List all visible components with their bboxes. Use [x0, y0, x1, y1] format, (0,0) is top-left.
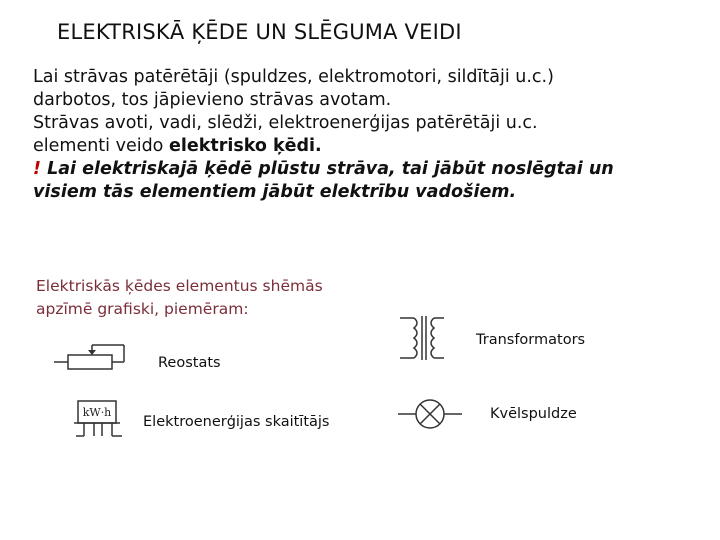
- energy-meter-icon: [74, 400, 134, 442]
- intro-line-2: apzīmē grafiski, piemēram:: [36, 300, 249, 318]
- para-line-1: Lai strāvas patērētāji (spuldzes, elektromotori, sildītāji u.c.): [33, 67, 554, 87]
- symbols-intro: [36, 275, 323, 321]
- transformer-label: Transformators: [476, 332, 586, 348]
- lamp-label: Kvēlspuldze: [490, 406, 577, 422]
- intro-line-1: Elektriskās ķēdes elementus shēmās: [36, 277, 323, 295]
- rheostat-label: Reostats: [158, 355, 221, 371]
- slide-title: ELEKTRISKĀ ĶĒDE UN SLĒGUMA VEIDI: [57, 20, 462, 44]
- note-line-2: visiem tās elementiem jābūt elektrību vadošiem.: [33, 182, 517, 202]
- note-text-1: Lai elektriskajā ķēdē plūstu strāva, tai jābūt noslēgtai un: [40, 159, 614, 179]
- rheostat-symbol-icon: [54, 340, 134, 374]
- meter-label: Elektroenerģijas skaitītājs: [143, 414, 330, 430]
- para-line-4: [33, 135, 693, 158]
- note-line-1: [33, 158, 693, 181]
- lamp-icon: [398, 398, 468, 430]
- exclamation-mark: !: [33, 159, 41, 179]
- para-line-4-prefix: elementi veido: [33, 136, 169, 156]
- para-line-4-bold: elektrisko ķēdi.: [168, 136, 322, 156]
- meter-symbol-text: kW·h: [82, 406, 112, 419]
- transformer-icon: [400, 312, 448, 364]
- para-line-2: darbotos, tos jāpievieno strāvas avotam.: [33, 90, 392, 110]
- body-paragraph: [33, 66, 693, 204]
- para-line-3: Strāvas avoti, vadi, slēdži, elektroenerģijas patērētāji u.c.: [33, 113, 538, 133]
